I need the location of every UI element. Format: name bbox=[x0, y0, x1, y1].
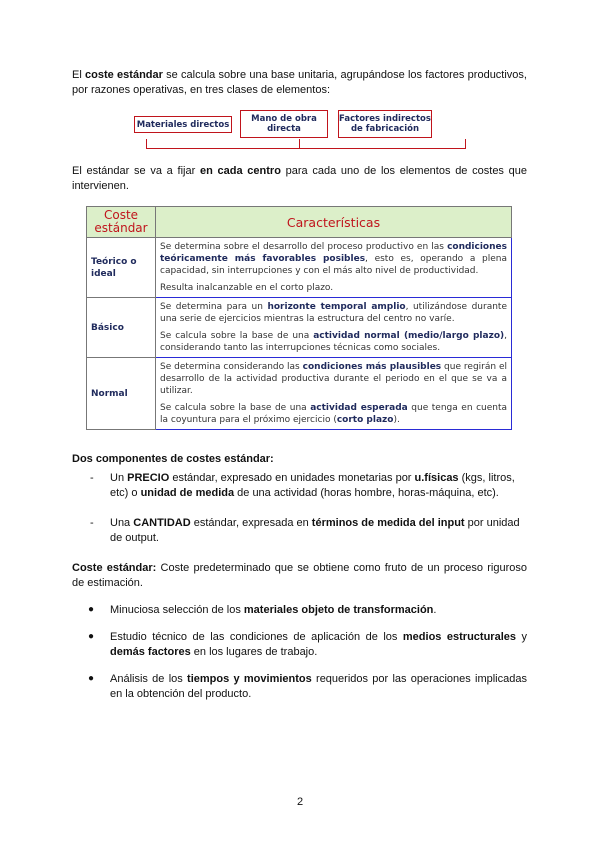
box-factores-indirectos: Factores indirectos de fabricación bbox=[338, 110, 432, 138]
header-coste-estandar: Coste estándar bbox=[87, 207, 156, 238]
row-name: Normal bbox=[87, 358, 156, 430]
standard-cost-table bbox=[86, 206, 512, 430]
intro-paragraph: El coste estándar se calcula sobre una base unitaria, agrupándose los factores productivos, por razones operativas, en tres clases de elementos: bbox=[72, 69, 527, 96]
table-row bbox=[87, 238, 512, 298]
bullet-marker: ● bbox=[88, 604, 95, 615]
center-paragraph: El estándar se va a fijar en cada centro para cada uno de los elementos de costes que intervienen. bbox=[72, 165, 528, 192]
cost-elements-diagram bbox=[72, 110, 527, 156]
bullet-marker: ● bbox=[88, 673, 95, 684]
table-row bbox=[87, 358, 512, 430]
row-description: Se determina considerando las condiciones más plausibles que regirán el desarrollo de la actividad productiva durante el periodo en el que se va a utilizar. Se calcula sobre la base de una actividad esperada que tenga en cuenta la coyuntura para el próximo ejercicio (corto plazo). bbox=[156, 358, 512, 430]
box-mano-de-obra: Mano de obra directa bbox=[240, 110, 328, 138]
page-content bbox=[72, 68, 527, 714]
row-name: Teórico o ideal bbox=[87, 238, 156, 298]
components-heading: Dos componentes de costes estándar: bbox=[72, 453, 274, 465]
dash-marker: - bbox=[90, 472, 94, 484]
row-description: Se determina sobre el desarrollo del proceso productivo en las condiciones teóricamente más favorables posibles, esto es, operando a plena capacidad, sin interrupciones y con el más alto nivel de productividad. Resulta inalcanzable en el corto plazo. bbox=[156, 238, 512, 298]
list-item: ● Minuciosa selección de los materiales objeto de transformación. bbox=[88, 604, 437, 616]
list-item: ● Análisis de los tiempos y movimientos requeridos por las operaciones implicadas en la obtención del producto. bbox=[88, 673, 527, 700]
table-header-row bbox=[87, 207, 512, 238]
header-caracteristicas: Características bbox=[156, 207, 512, 238]
components-list bbox=[72, 471, 527, 546]
estimation-bullets bbox=[72, 603, 527, 702]
list-item: - Una CANTIDAD estándar, expresada en términos de medida del input por unidad de output. bbox=[90, 517, 520, 544]
page-number: 2 bbox=[296, 796, 304, 808]
row-description: Se determina para un horizonte temporal amplio, utilizándose durante una serie de ejercicios mientras la estructura del centro no varíe. Se calcula sobre la base de una actividad normal (medio/largo plazo), considerando tanto las interrupciones técnicas como sociales. bbox=[156, 298, 512, 358]
bullet-marker: ● bbox=[88, 631, 95, 642]
diagram-bracket-tick bbox=[299, 139, 300, 148]
list-item: - Un PRECIO estándar, expresado en unidades monetarias por u.físicas (kgs, litros, etc) o unidad de medida de una actividad (horas hombre, horas-máquina, etc). bbox=[90, 472, 515, 499]
box-materiales-directos: Materiales directos bbox=[134, 116, 232, 133]
dash-marker: - bbox=[90, 517, 94, 529]
definition-paragraph: Coste estándar: Coste predeterminado que se obtiene como fruto de un proceso riguroso de estimación. bbox=[72, 562, 527, 589]
diagram-bracket bbox=[146, 139, 466, 149]
list-item: ● Estudio técnico de las condiciones de aplicación de los medios estructurales y demás factores en los lugares de trabajo. bbox=[88, 631, 527, 658]
table-row bbox=[87, 298, 512, 358]
row-name: Básico bbox=[87, 298, 156, 358]
